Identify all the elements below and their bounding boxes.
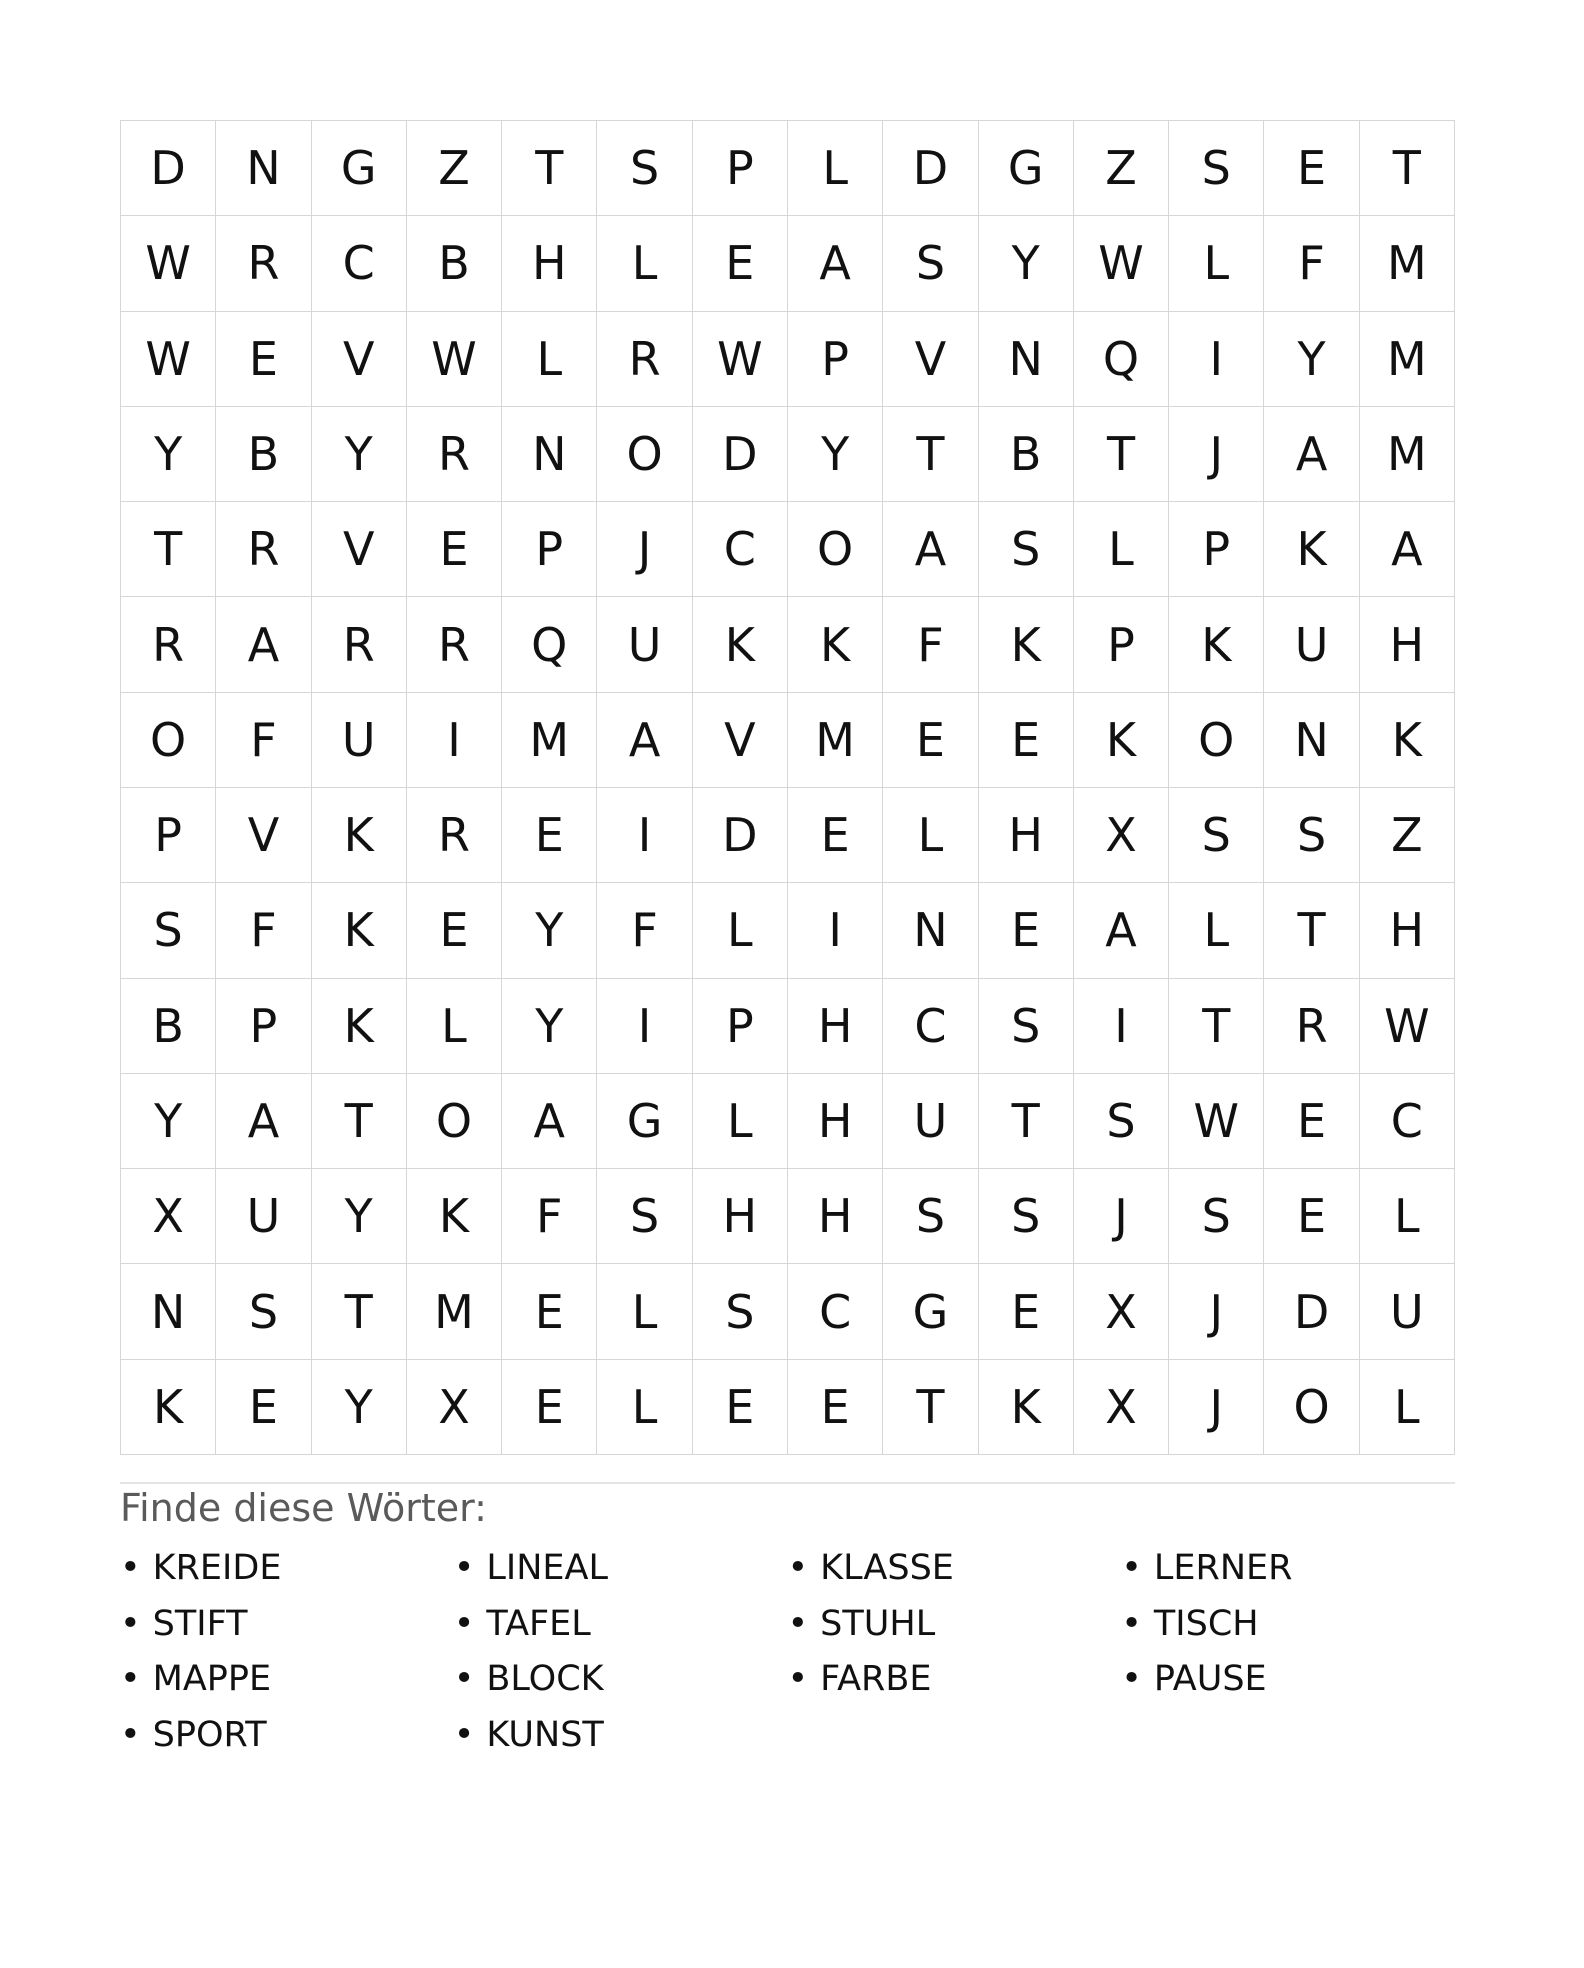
grid-cell[interactable]: N xyxy=(502,407,597,502)
grid-cell[interactable]: S xyxy=(1169,788,1264,883)
grid-cell[interactable]: A xyxy=(597,693,692,788)
word-list xyxy=(120,1543,1455,1765)
grid-cell[interactable]: S xyxy=(1169,121,1264,216)
word-list-item xyxy=(120,1654,454,1710)
grid-cell[interactable]: Y xyxy=(312,1169,407,1264)
grid-cell[interactable]: M xyxy=(1360,312,1455,407)
bullet-icon: • xyxy=(120,1548,141,1588)
word-list-item xyxy=(454,1654,788,1710)
grid-cell[interactable]: E xyxy=(693,216,788,311)
word-label: SPORT xyxy=(152,1714,267,1755)
bullet-icon: • xyxy=(787,1659,809,1699)
word-list-item xyxy=(788,1599,1122,1655)
word-list-item xyxy=(454,1599,788,1655)
grid-cell[interactable]: T xyxy=(1074,407,1169,502)
grid-cell[interactable]: L xyxy=(1169,883,1264,978)
word-list-item xyxy=(120,1710,454,1766)
grid-cell[interactable]: O xyxy=(121,693,216,788)
bullet-icon: • xyxy=(120,1603,141,1644)
grid-cell[interactable]: F xyxy=(216,693,311,788)
grid-cell[interactable]: D xyxy=(883,121,978,216)
grid-cell[interactable]: F xyxy=(1264,216,1359,311)
grid-cell[interactable]: L xyxy=(693,1074,788,1169)
grid-cell[interactable]: I xyxy=(1169,312,1264,407)
grid-cell[interactable]: X xyxy=(1074,1264,1169,1359)
grid-cell[interactable]: E xyxy=(693,1360,788,1455)
grid-cell[interactable]: Y xyxy=(121,407,216,502)
grid-cell[interactable]: P xyxy=(693,121,788,216)
grid-cell[interactable]: K xyxy=(407,1169,502,1264)
grid-cell[interactable]: K xyxy=(1360,693,1455,788)
grid-cell[interactable]: H xyxy=(979,788,1074,883)
grid-cell[interactable]: J xyxy=(1169,407,1264,502)
grid-cell[interactable]: N xyxy=(979,312,1074,407)
bullet-icon: • xyxy=(1121,1659,1142,1699)
grid-cell[interactable]: P xyxy=(693,979,788,1074)
grid-cell[interactable]: F xyxy=(883,597,978,692)
grid-cell[interactable]: U xyxy=(312,693,407,788)
word-list-item xyxy=(454,1710,788,1766)
grid-cell[interactable]: C xyxy=(693,502,788,597)
grid-cell[interactable]: V xyxy=(312,502,407,597)
grid-cell[interactable]: D xyxy=(1264,1264,1359,1359)
grid-cell[interactable]: D xyxy=(693,788,788,883)
word-label: MAPPE xyxy=(152,1659,272,1699)
grid-cell[interactable]: C xyxy=(1360,1074,1455,1169)
divider xyxy=(120,1482,1455,1484)
grid-cell[interactable]: J xyxy=(1169,1360,1264,1455)
word-label: TAFEL xyxy=(486,1603,591,1644)
grid-cell[interactable]: U xyxy=(597,597,692,692)
grid-cell[interactable]: T xyxy=(883,407,978,502)
grid-cell[interactable]: L xyxy=(883,788,978,883)
grid-cell[interactable]: P xyxy=(216,979,311,1074)
word-list-item xyxy=(1121,1543,1455,1599)
grid-cell[interactable]: E xyxy=(883,693,978,788)
grid-cell[interactable]: D xyxy=(121,121,216,216)
grid-cell[interactable]: L xyxy=(1169,216,1264,311)
grid-cell[interactable]: A xyxy=(788,216,883,311)
grid-cell[interactable]: P xyxy=(788,312,883,407)
grid-cell[interactable]: X xyxy=(407,1360,502,1455)
grid-cell[interactable]: C xyxy=(788,1264,883,1359)
grid-cell[interactable]: H xyxy=(1360,883,1455,978)
grid-cell[interactable]: E xyxy=(502,788,597,883)
grid-cell[interactable]: R xyxy=(121,597,216,692)
bullet-icon: • xyxy=(1121,1603,1142,1644)
grid-cell[interactable]: E xyxy=(788,788,883,883)
grid-cell[interactable]: M xyxy=(788,693,883,788)
grid-cell[interactable]: R xyxy=(597,312,692,407)
grid-cell[interactable]: M xyxy=(502,693,597,788)
grid-cell[interactable]: N xyxy=(216,121,311,216)
grid-cell[interactable]: T xyxy=(312,1074,407,1169)
grid-cell[interactable]: U xyxy=(883,1074,978,1169)
word-label: FARBE xyxy=(820,1659,932,1699)
bullet-icon: • xyxy=(453,1714,475,1755)
word-list-item xyxy=(454,1543,788,1599)
word-list-item xyxy=(1121,1599,1455,1655)
grid-cell[interactable]: G xyxy=(597,1074,692,1169)
grid-cell[interactable]: N xyxy=(1264,693,1359,788)
grid-cell[interactable]: L xyxy=(407,979,502,1074)
grid-cell[interactable]: N xyxy=(121,1264,216,1359)
word-list-item xyxy=(788,1543,1122,1599)
grid-cell[interactable]: T xyxy=(502,121,597,216)
grid-cell[interactable]: Z xyxy=(407,121,502,216)
grid-cell[interactable]: E xyxy=(407,883,502,978)
grid-cell[interactable]: X xyxy=(121,1169,216,1264)
word-label: LINEAL xyxy=(486,1548,608,1588)
grid-cell[interactable]: A xyxy=(502,1074,597,1169)
grid-cell[interactable]: P xyxy=(502,502,597,597)
grid-cell[interactable]: Q xyxy=(1074,312,1169,407)
grid-cell[interactable]: T xyxy=(1264,883,1359,978)
grid-cell[interactable]: C xyxy=(312,216,407,311)
grid-cell[interactable]: R xyxy=(312,597,407,692)
grid-cell[interactable]: S xyxy=(597,1169,692,1264)
grid-cell[interactable]: W xyxy=(1360,979,1455,1074)
grid-cell[interactable]: E xyxy=(407,502,502,597)
grid-cell[interactable]: J xyxy=(1169,1264,1264,1359)
grid-cell[interactable]: H xyxy=(502,216,597,311)
grid-cell[interactable]: S xyxy=(597,121,692,216)
grid-cell[interactable]: H xyxy=(788,1074,883,1169)
grid-cell[interactable]: W xyxy=(407,312,502,407)
grid-cell[interactable]: S xyxy=(693,1264,788,1359)
grid-cell[interactable]: E xyxy=(502,1360,597,1455)
grid-cell[interactable]: W xyxy=(121,216,216,311)
grid-cell[interactable]: L xyxy=(788,121,883,216)
grid-cell[interactable]: P xyxy=(1074,597,1169,692)
grid-cell[interactable]: K xyxy=(1264,502,1359,597)
grid-cell[interactable]: M xyxy=(1360,407,1455,502)
grid-cell[interactable]: O xyxy=(788,502,883,597)
grid-cell[interactable]: S xyxy=(1074,1074,1169,1169)
grid-cell[interactable]: Y xyxy=(502,979,597,1074)
grid-cell[interactable]: U xyxy=(1264,597,1359,692)
grid-cell[interactable]: A xyxy=(216,1074,311,1169)
word-label: KUNST xyxy=(486,1714,604,1755)
grid-cell[interactable]: V xyxy=(216,788,311,883)
grid-cell[interactable]: L xyxy=(502,312,597,407)
grid-cell[interactable]: S xyxy=(979,502,1074,597)
grid-cell[interactable]: B xyxy=(407,216,502,311)
grid-cell[interactable]: K xyxy=(312,883,407,978)
grid-cell[interactable]: J xyxy=(1074,1169,1169,1264)
grid-cell[interactable]: U xyxy=(1360,1264,1455,1359)
grid-cell[interactable]: I xyxy=(1074,979,1169,1074)
grid-cell[interactable]: P xyxy=(121,788,216,883)
word-label: KREIDE xyxy=(152,1548,282,1588)
word-label: BLOCK xyxy=(486,1659,604,1699)
grid-cell[interactable]: V xyxy=(693,693,788,788)
grid-cell[interactable]: K xyxy=(312,979,407,1074)
grid-cell[interactable]: E xyxy=(216,312,311,407)
grid-cell[interactable]: F xyxy=(502,1169,597,1264)
word-label: PAUSE xyxy=(1153,1659,1267,1699)
grid-cell[interactable]: E xyxy=(216,1360,311,1455)
grid-cell[interactable]: M xyxy=(407,1264,502,1359)
word-label: LERNER xyxy=(1153,1548,1293,1588)
grid-cell[interactable]: Y xyxy=(312,1360,407,1455)
grid-cell[interactable]: A xyxy=(1360,502,1455,597)
grid-cell[interactable]: R xyxy=(216,502,311,597)
grid-cell[interactable]: E xyxy=(1264,1169,1359,1264)
grid-cell[interactable]: T xyxy=(1169,979,1264,1074)
grid-cell[interactable]: K xyxy=(979,597,1074,692)
grid-cell[interactable]: E xyxy=(788,1360,883,1455)
grid-cell[interactable]: V xyxy=(883,312,978,407)
grid-cell[interactable]: U xyxy=(216,1169,311,1264)
bullet-icon: • xyxy=(787,1548,809,1588)
grid-cell[interactable]: K xyxy=(121,1360,216,1455)
grid-cell[interactable]: S xyxy=(979,979,1074,1074)
grid-cell[interactable]: Y xyxy=(312,407,407,502)
grid-cell[interactable]: H xyxy=(1360,597,1455,692)
grid-cell[interactable]: A xyxy=(1264,407,1359,502)
grid-cell[interactable]: T xyxy=(1360,121,1455,216)
grid-cell[interactable]: Y xyxy=(788,407,883,502)
grid-cell[interactable]: S xyxy=(979,1169,1074,1264)
grid-cell[interactable]: F xyxy=(216,883,311,978)
grid-cell[interactable]: G xyxy=(979,121,1074,216)
word-label: STIFT xyxy=(152,1603,248,1644)
grid-cell[interactable]: X xyxy=(1074,1360,1169,1455)
grid-cell[interactable]: W xyxy=(1074,216,1169,311)
grid-cell[interactable]: Y xyxy=(502,883,597,978)
grid-cell[interactable]: Y xyxy=(1264,312,1359,407)
grid-cell[interactable]: Z xyxy=(1074,121,1169,216)
grid-cell[interactable]: H xyxy=(693,1169,788,1264)
grid-cell[interactable]: C xyxy=(883,979,978,1074)
grid-cell[interactable]: T xyxy=(979,1074,1074,1169)
grid-cell[interactable]: L xyxy=(597,1264,692,1359)
grid-cell[interactable]: H xyxy=(788,979,883,1074)
bullet-icon: • xyxy=(120,1714,141,1755)
grid-cell[interactable]: A xyxy=(883,502,978,597)
grid-cell[interactable]: B xyxy=(216,407,311,502)
grid-cell[interactable]: S xyxy=(883,216,978,311)
grid-cell[interactable]: K xyxy=(979,1360,1074,1455)
grid-cell[interactable]: A xyxy=(216,597,311,692)
grid-cell[interactable]: K xyxy=(1169,597,1264,692)
grid-cell[interactable]: O xyxy=(597,407,692,502)
grid-cell[interactable]: T xyxy=(121,502,216,597)
bullet-icon: • xyxy=(787,1603,809,1644)
grid-cell[interactable]: E xyxy=(1264,1074,1359,1169)
grid-cell[interactable]: S xyxy=(883,1169,978,1264)
word-list-item xyxy=(1121,1654,1455,1710)
grid-cell[interactable]: I xyxy=(597,979,692,1074)
grid-cell[interactable]: J xyxy=(597,502,692,597)
grid-cell[interactable]: W xyxy=(121,312,216,407)
grid-cell[interactable]: E xyxy=(979,1264,1074,1359)
grid-cell[interactable]: G xyxy=(312,121,407,216)
grid-cell[interactable]: P xyxy=(1169,502,1264,597)
grid-cell[interactable]: R xyxy=(407,788,502,883)
grid-cell[interactable]: Z xyxy=(1360,788,1455,883)
grid-cell[interactable]: W xyxy=(1169,1074,1264,1169)
grid-cell[interactable]: E xyxy=(1264,121,1359,216)
grid-cell[interactable]: R xyxy=(1264,979,1359,1074)
bullet-icon: • xyxy=(120,1659,141,1699)
grid-cell[interactable]: L xyxy=(597,1360,692,1455)
grid-cell[interactable]: F xyxy=(597,883,692,978)
grid-cell[interactable]: L xyxy=(597,216,692,311)
grid-cell[interactable]: K xyxy=(1074,693,1169,788)
grid-cell[interactable]: D xyxy=(693,407,788,502)
grid-cell[interactable]: K xyxy=(788,597,883,692)
grid-cell[interactable]: M xyxy=(1360,216,1455,311)
grid-cell[interactable]: G xyxy=(883,1264,978,1359)
word-label: STUHL xyxy=(820,1603,936,1644)
word-label: TISCH xyxy=(1153,1603,1259,1644)
grid-cell[interactable]: S xyxy=(1169,1169,1264,1264)
grid-cell[interactable]: O xyxy=(1264,1360,1359,1455)
grid-cell[interactable]: N xyxy=(883,883,978,978)
word-search-grid xyxy=(120,120,1455,1455)
grid-cell[interactable]: K xyxy=(312,788,407,883)
grid-cell[interactable]: S xyxy=(216,1264,311,1359)
grid-cell[interactable]: Q xyxy=(502,597,597,692)
word-list-item xyxy=(788,1654,1122,1710)
bullet-icon: • xyxy=(453,1548,475,1588)
grid-cell[interactable]: T xyxy=(312,1264,407,1359)
grid-cell[interactable]: S xyxy=(121,883,216,978)
word-list-title: Finde diese Wörter: xyxy=(120,1486,487,1530)
grid-cell[interactable]: Y xyxy=(121,1074,216,1169)
grid-cell[interactable]: L xyxy=(1360,1360,1455,1455)
grid-cell[interactable]: L xyxy=(693,883,788,978)
grid-cell[interactable]: E xyxy=(979,693,1074,788)
bullet-icon: • xyxy=(1121,1548,1142,1588)
grid-cell[interactable]: L xyxy=(1360,1169,1455,1264)
grid-cell[interactable]: Y xyxy=(979,216,1074,311)
grid-cell[interactable]: B xyxy=(121,979,216,1074)
grid-cell[interactable]: I xyxy=(597,788,692,883)
word-list-item xyxy=(120,1599,454,1655)
grid-cell[interactable]: O xyxy=(407,1074,502,1169)
grid-cell[interactable]: R xyxy=(407,597,502,692)
grid-cell[interactable]: X xyxy=(1074,788,1169,883)
grid-cell[interactable]: O xyxy=(1169,693,1264,788)
grid-cell[interactable]: K xyxy=(693,597,788,692)
grid-cell[interactable]: R xyxy=(407,407,502,502)
grid-cell[interactable]: R xyxy=(216,216,311,311)
grid-cell[interactable]: B xyxy=(979,407,1074,502)
grid-cell[interactable]: W xyxy=(693,312,788,407)
bullet-icon: • xyxy=(453,1659,475,1699)
grid-cell[interactable]: I xyxy=(788,883,883,978)
bullet-icon: • xyxy=(453,1603,475,1644)
grid-cell[interactable]: L xyxy=(1074,502,1169,597)
word-list-item xyxy=(120,1543,454,1599)
grid-cell[interactable]: E xyxy=(502,1264,597,1359)
grid-cell[interactable]: E xyxy=(979,883,1074,978)
grid-cell[interactable]: S xyxy=(1264,788,1359,883)
grid-cell[interactable]: A xyxy=(1074,883,1169,978)
word-label: KLASSE xyxy=(820,1548,954,1588)
grid-cell[interactable]: I xyxy=(407,693,502,788)
grid-cell[interactable]: H xyxy=(788,1169,883,1264)
grid-cell[interactable]: V xyxy=(312,312,407,407)
grid-cell[interactable]: T xyxy=(883,1360,978,1455)
